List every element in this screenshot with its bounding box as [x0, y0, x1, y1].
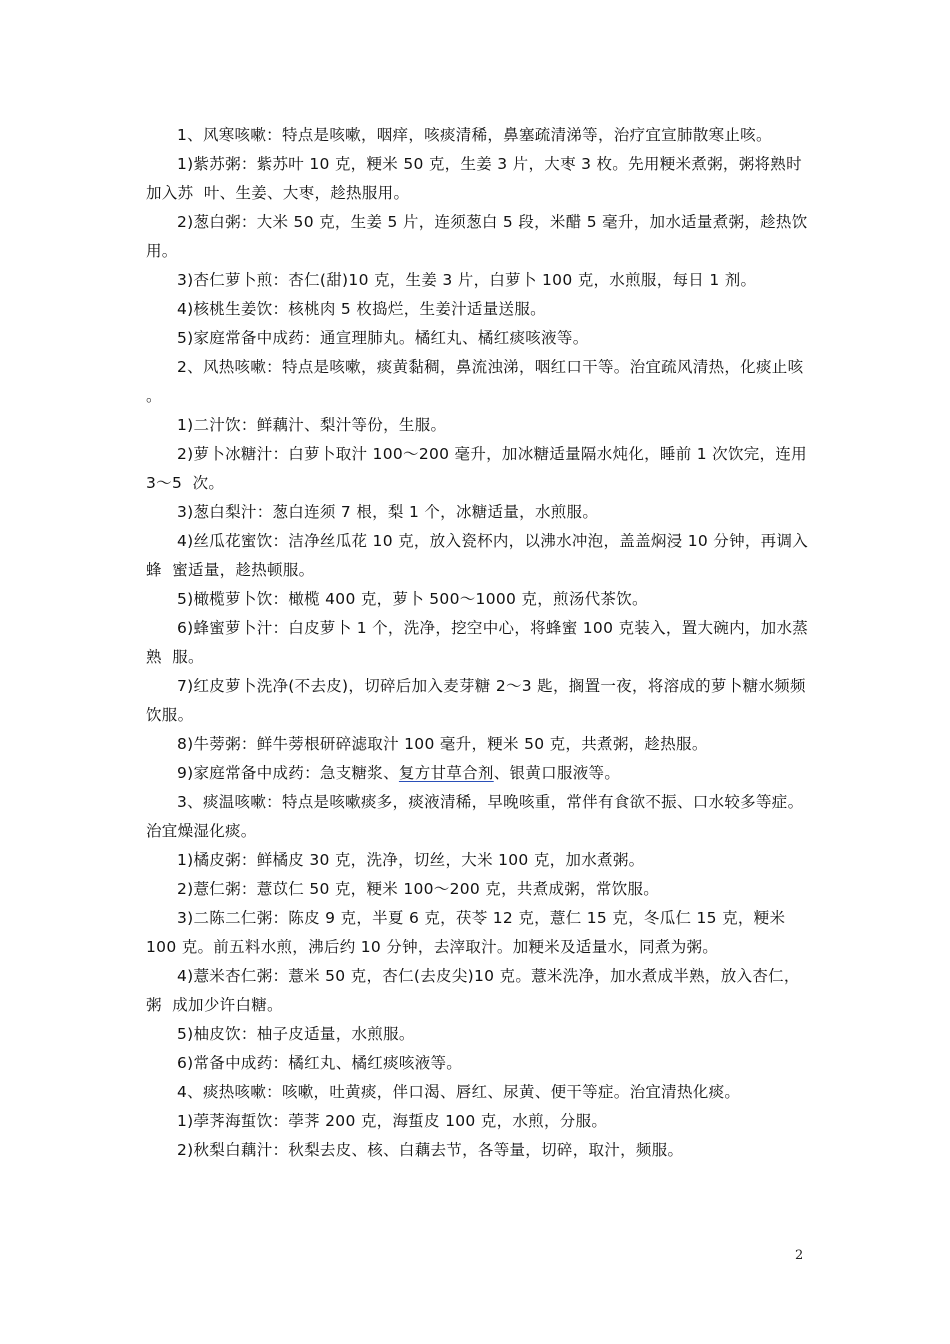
- paragraph: 1)紫苏粥：紫苏叶 10 克，粳米 50 克，生姜 3 片，大枣 3 枚。先用粳米煮粥，粥将熟时加入苏 叶、生姜、大枣，趁热服用。: [146, 155, 802, 202]
- paragraph: 4)丝瓜花蜜饮：洁净丝瓜花 10 克，放入瓷杯内，以沸水冲泡，盖盖焖浸 10 分钟，再调入蜂 蜜适量，趁热顿服。: [146, 532, 809, 579]
- paragraph: 2)萝卜冰糖汁：白萝卜取汁 100～200 毫升，加冰糖适量隔水炖化，睡前 1 次饮完，连用 3～5 次。: [146, 445, 813, 492]
- document-body: [146, 121, 817, 1165]
- paragraph: 6)常备中成药：橘红丸、橘红痰咳液等。: [177, 1054, 463, 1072]
- paragraph: 2、风热咳嗽：特点是咳嗽，痰黄黏稠，鼻流浊涕，咽红口干等。治宜疏风清热，化痰止咳 。: [146, 358, 814, 405]
- paragraph: 3)二陈二仁粥：陈皮 9 克，半夏 6 克，茯苓 12 克，薏仁 15 克，冬瓜仁 15 克，粳米 100 克。前五料水煎，沸后约 10 分钟，去滓取汁。加粳米及适量水，同煮为粥。: [146, 909, 791, 956]
- paragraph: 6)蜂蜜萝卜汁：白皮萝卜 1 个，洗净，挖空中心，将蜂蜜 100 克装入，置大碗内，加水蒸熟 服。: [146, 619, 809, 666]
- page-number: 2: [795, 1248, 804, 1263]
- paragraph: 4)薏米杏仁粥：薏米 50 克，杏仁(去皮尖)10 克。薏米洗净，加水煮成半熟，放入杏仁，粥 成加少许白糖。: [146, 967, 800, 1014]
- paragraph: 3、痰温咳嗽：特点是咳嗽痰多，痰液清稀，早晚咳重，常伴有食欲不振、口水较多等症。 治宜燥湿化痰。: [146, 793, 809, 840]
- paragraph: 5)家庭常备中成药：通宣理肺丸。橘红丸、橘红痰咳液等。: [177, 329, 589, 347]
- paragraph: 1)橘皮粥：鲜橘皮 30 克，洗净，切丝，大米 100 克，加水煮粥。: [177, 851, 645, 869]
- paragraph: 2)葱白粥：大米 50 克，生姜 5 片，连须葱白 5 段，米醋 5 毫升，加水适量煮粥，趁热饮用。: [146, 213, 808, 260]
- paragraph: 3)葱白梨汁：葱白连须 7 根，梨 1 个，冰糖适量，水煎服。: [177, 503, 599, 521]
- paragraph-with-link: [146, 759, 810, 788]
- text-span: 、银黄口服液等。: [493, 764, 621, 782]
- paragraph: 1)荸荠海蜇饮：荸荠 200 克，海蜇皮 100 克，水煎，分服。: [177, 1112, 608, 1130]
- paragraph: 4)核桃生姜饮：核桃肉 5 枚捣烂，生姜汁适量送服。: [177, 300, 546, 318]
- paragraph: 5)柚皮饮：柚子皮适量，水煎服。: [177, 1025, 415, 1043]
- paragraph: 2)薏仁粥：薏苡仁 50 克，粳米 100～200 克，共煮成粥，常饮服。: [177, 880, 660, 898]
- paragraph: 5)橄榄萝卜饮：橄榄 400 克，萝卜 500～1000 克，煎汤代茶饮。: [177, 590, 648, 608]
- paragraph: 8)牛蒡粥：鲜牛蒡根研碎滤取汁 100 毫升，粳米 50 克，共煮粥，趁热服。: [177, 735, 708, 753]
- paragraph: 7)红皮萝卜洗净(不去皮)，切碎后加入麦芽糖 2～3 匙，搁置一夜，将溶成的萝卜糖水频频 饮服。: [146, 677, 817, 724]
- paragraph: 1、风寒咳嗽：特点是咳嗽，咽痒，咳痰清稀，鼻塞疏清涕等，治疗宜宣肺散寒止咳。: [177, 126, 772, 144]
- paragraph: 3)杏仁萝卜煎：杏仁(甜)10 克，生姜 3 片，白萝卜 100 克，水煎服，每日 1 剂。: [177, 271, 757, 289]
- paragraph: 1)二汁饮：鲜藕汁、梨汁等份，生服。: [177, 416, 447, 434]
- paragraph: 4、痰热咳嗽：咳嗽，吐黄痰，伴口渴、唇红、尿黄、便干等症。治宜清热化痰。: [177, 1083, 741, 1101]
- paragraph: 2)秋梨白藕汁：秋梨去皮、核、白藕去节，各等量，切碎，取汁，频服。: [177, 1141, 684, 1159]
- remedy-link[interactable]: 复方甘草合剂: [398, 764, 494, 782]
- text-span: 9)家庭常备中成药：急支糖浆、: [177, 764, 399, 782]
